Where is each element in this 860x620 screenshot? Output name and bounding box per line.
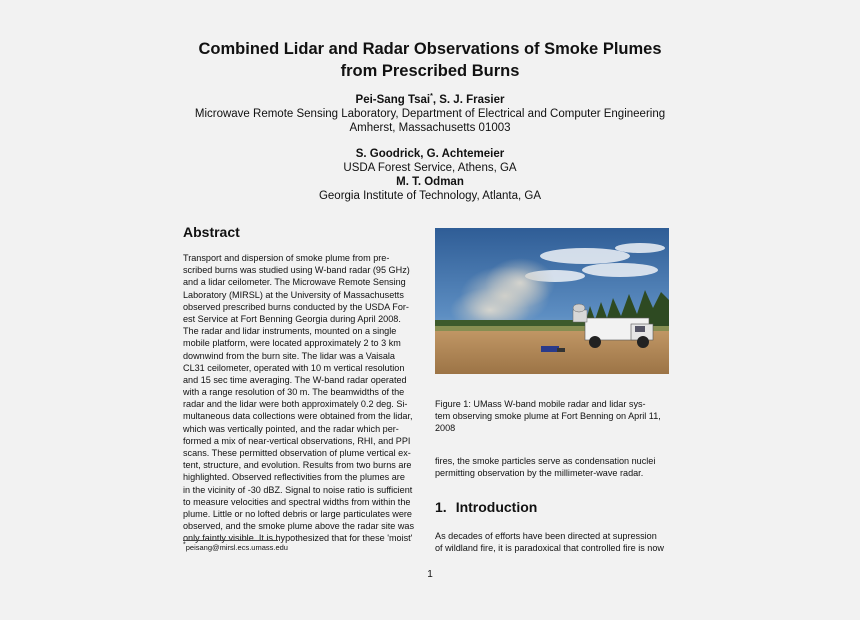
abstract-text-line: only faintly visible. It is hypothesized that for these 'moist' xyxy=(183,533,413,544)
abstract-text-line: observed, and the smoke plume above the radar site was xyxy=(183,521,415,532)
abstract-text-line: Laboratory (MIRSL) at the University of Massachusetts xyxy=(183,289,404,300)
paragraph-text-line: As decades of efforts have been directed at supression xyxy=(435,531,657,541)
author-group-3-names: M. T. Odman xyxy=(396,176,464,188)
abstract-text-line: est Service at Fort Benning Georgia during April 2008. xyxy=(183,313,401,324)
abstract-text-line: The radar and lidar instruments, mounted on a single xyxy=(183,326,397,337)
affiliation-usda: USDA Forest Service, Athens, GA xyxy=(343,162,517,174)
affiliation-mirsl: Microwave Remote Sensing Laboratory, Department of Electrical and Computer Engineering xyxy=(194,108,666,120)
caption-text-line: 2008 xyxy=(435,423,456,434)
abstract-text-line: scans. These permitted observation of plume vertical ex- xyxy=(183,448,411,458)
footnote xyxy=(183,543,288,553)
affiliation-address: Amherst, Massachusetts 01003 xyxy=(349,122,511,134)
caption-text-line: Figure 1: UMass W-band mobile radar and lidar sys- xyxy=(435,399,646,409)
abstract-text-line: highlighted. Observed reflectivities from the plumes are xyxy=(183,472,405,483)
paragraph-text-line: of wildland fire, it is paradoxical that controlled fire is now xyxy=(435,543,664,554)
title-line-2: from Prescribed Burns xyxy=(340,62,520,80)
footnote-mark: * xyxy=(183,541,186,549)
abstract-text-line: with a range resolution of 30 m. The beamwidths of the xyxy=(183,387,405,398)
abstract-text-line: CL31 ceilometer, operated with 10 m vertical resolution xyxy=(183,362,405,373)
abstract-text-line: scribed burns was studied using W-band radar (95 GHz) xyxy=(183,265,410,276)
figure-1-caption xyxy=(435,398,679,435)
paper-title xyxy=(100,38,760,82)
abstract-text-line: formed a mix of near-vertical observations, RHI, and PPI xyxy=(183,435,411,446)
author-group-1-names xyxy=(100,93,760,107)
right-column-paragraph-2 xyxy=(435,530,679,554)
abstract-text-line: in the vicinity of -30 dBZ. Signal to noise ratio is sufficient xyxy=(183,484,413,495)
abstract-text-line: mobile platform, were located approximately 2 to 3 km xyxy=(183,338,401,349)
figure-1-photo xyxy=(435,228,669,374)
abstract-text-line: tent, structure, and evolution. Results from two burns are xyxy=(183,460,412,471)
paragraph-text-line: permitting observation by the millimeter-wave radar. xyxy=(435,468,644,479)
abstract-text-line: radar and the lidar were both approximately 0.2 deg. Si- xyxy=(183,399,408,410)
page-number: 1 xyxy=(427,569,433,580)
abstract-text-line: Transport and dispersion of smoke plume from pre- xyxy=(183,253,390,263)
abstract-text-line: and 15 sec time averaging. The W-band radar operated xyxy=(183,374,407,385)
author-name-tsai: Pei-Sang Tsai xyxy=(355,94,431,106)
abstract-body xyxy=(183,252,425,545)
abstract-heading: Abstract xyxy=(183,224,240,240)
footnote-divider xyxy=(183,540,278,541)
author-name-frasier: , S. J. Frasier xyxy=(432,94,505,106)
right-column-paragraph-1 xyxy=(435,455,679,479)
section-number: 1. xyxy=(435,499,447,515)
affiliation-georgia-tech: Georgia Institute of Technology, Atlanta, GA xyxy=(318,190,542,202)
abstract-text-line: to measure velocities and spectral widths from within the xyxy=(183,496,411,507)
abstract-text-line: plume. Little or no lofted debris or large particulates were xyxy=(183,508,412,519)
abstract-text-line: which was vertically pointed, and the radar which per- xyxy=(183,423,399,434)
abstract-text-line: observed prescribed burns conducted by the USDA For- xyxy=(183,301,409,312)
abstract-text-line: and a lidar ceilometer. The Microwave Remote Sensing xyxy=(183,277,406,288)
caption-text-line: tem observing smoke plume at Fort Benning on April 11, xyxy=(435,411,661,422)
section-heading-introduction xyxy=(435,499,537,515)
abstract-text-line: multaneous data collections were obtained from the lidar, xyxy=(183,411,413,422)
abstract-text-line: downwind from the burn site. The lidar was a Vaisala xyxy=(183,350,395,361)
title-line-1: Combined Lidar and Radar Observations of Smoke Plumes xyxy=(198,40,662,58)
footnote-email: peisang@mirsl.ecs.umass.edu xyxy=(185,543,288,552)
section-title: Introduction xyxy=(455,499,538,515)
paragraph-text-line: fires, the smoke particles serve as condensation nuclei xyxy=(435,456,656,466)
author-footnote-mark: * xyxy=(430,93,433,101)
author-group-2-names: S. Goodrick, G. Achtemeier xyxy=(355,148,505,160)
